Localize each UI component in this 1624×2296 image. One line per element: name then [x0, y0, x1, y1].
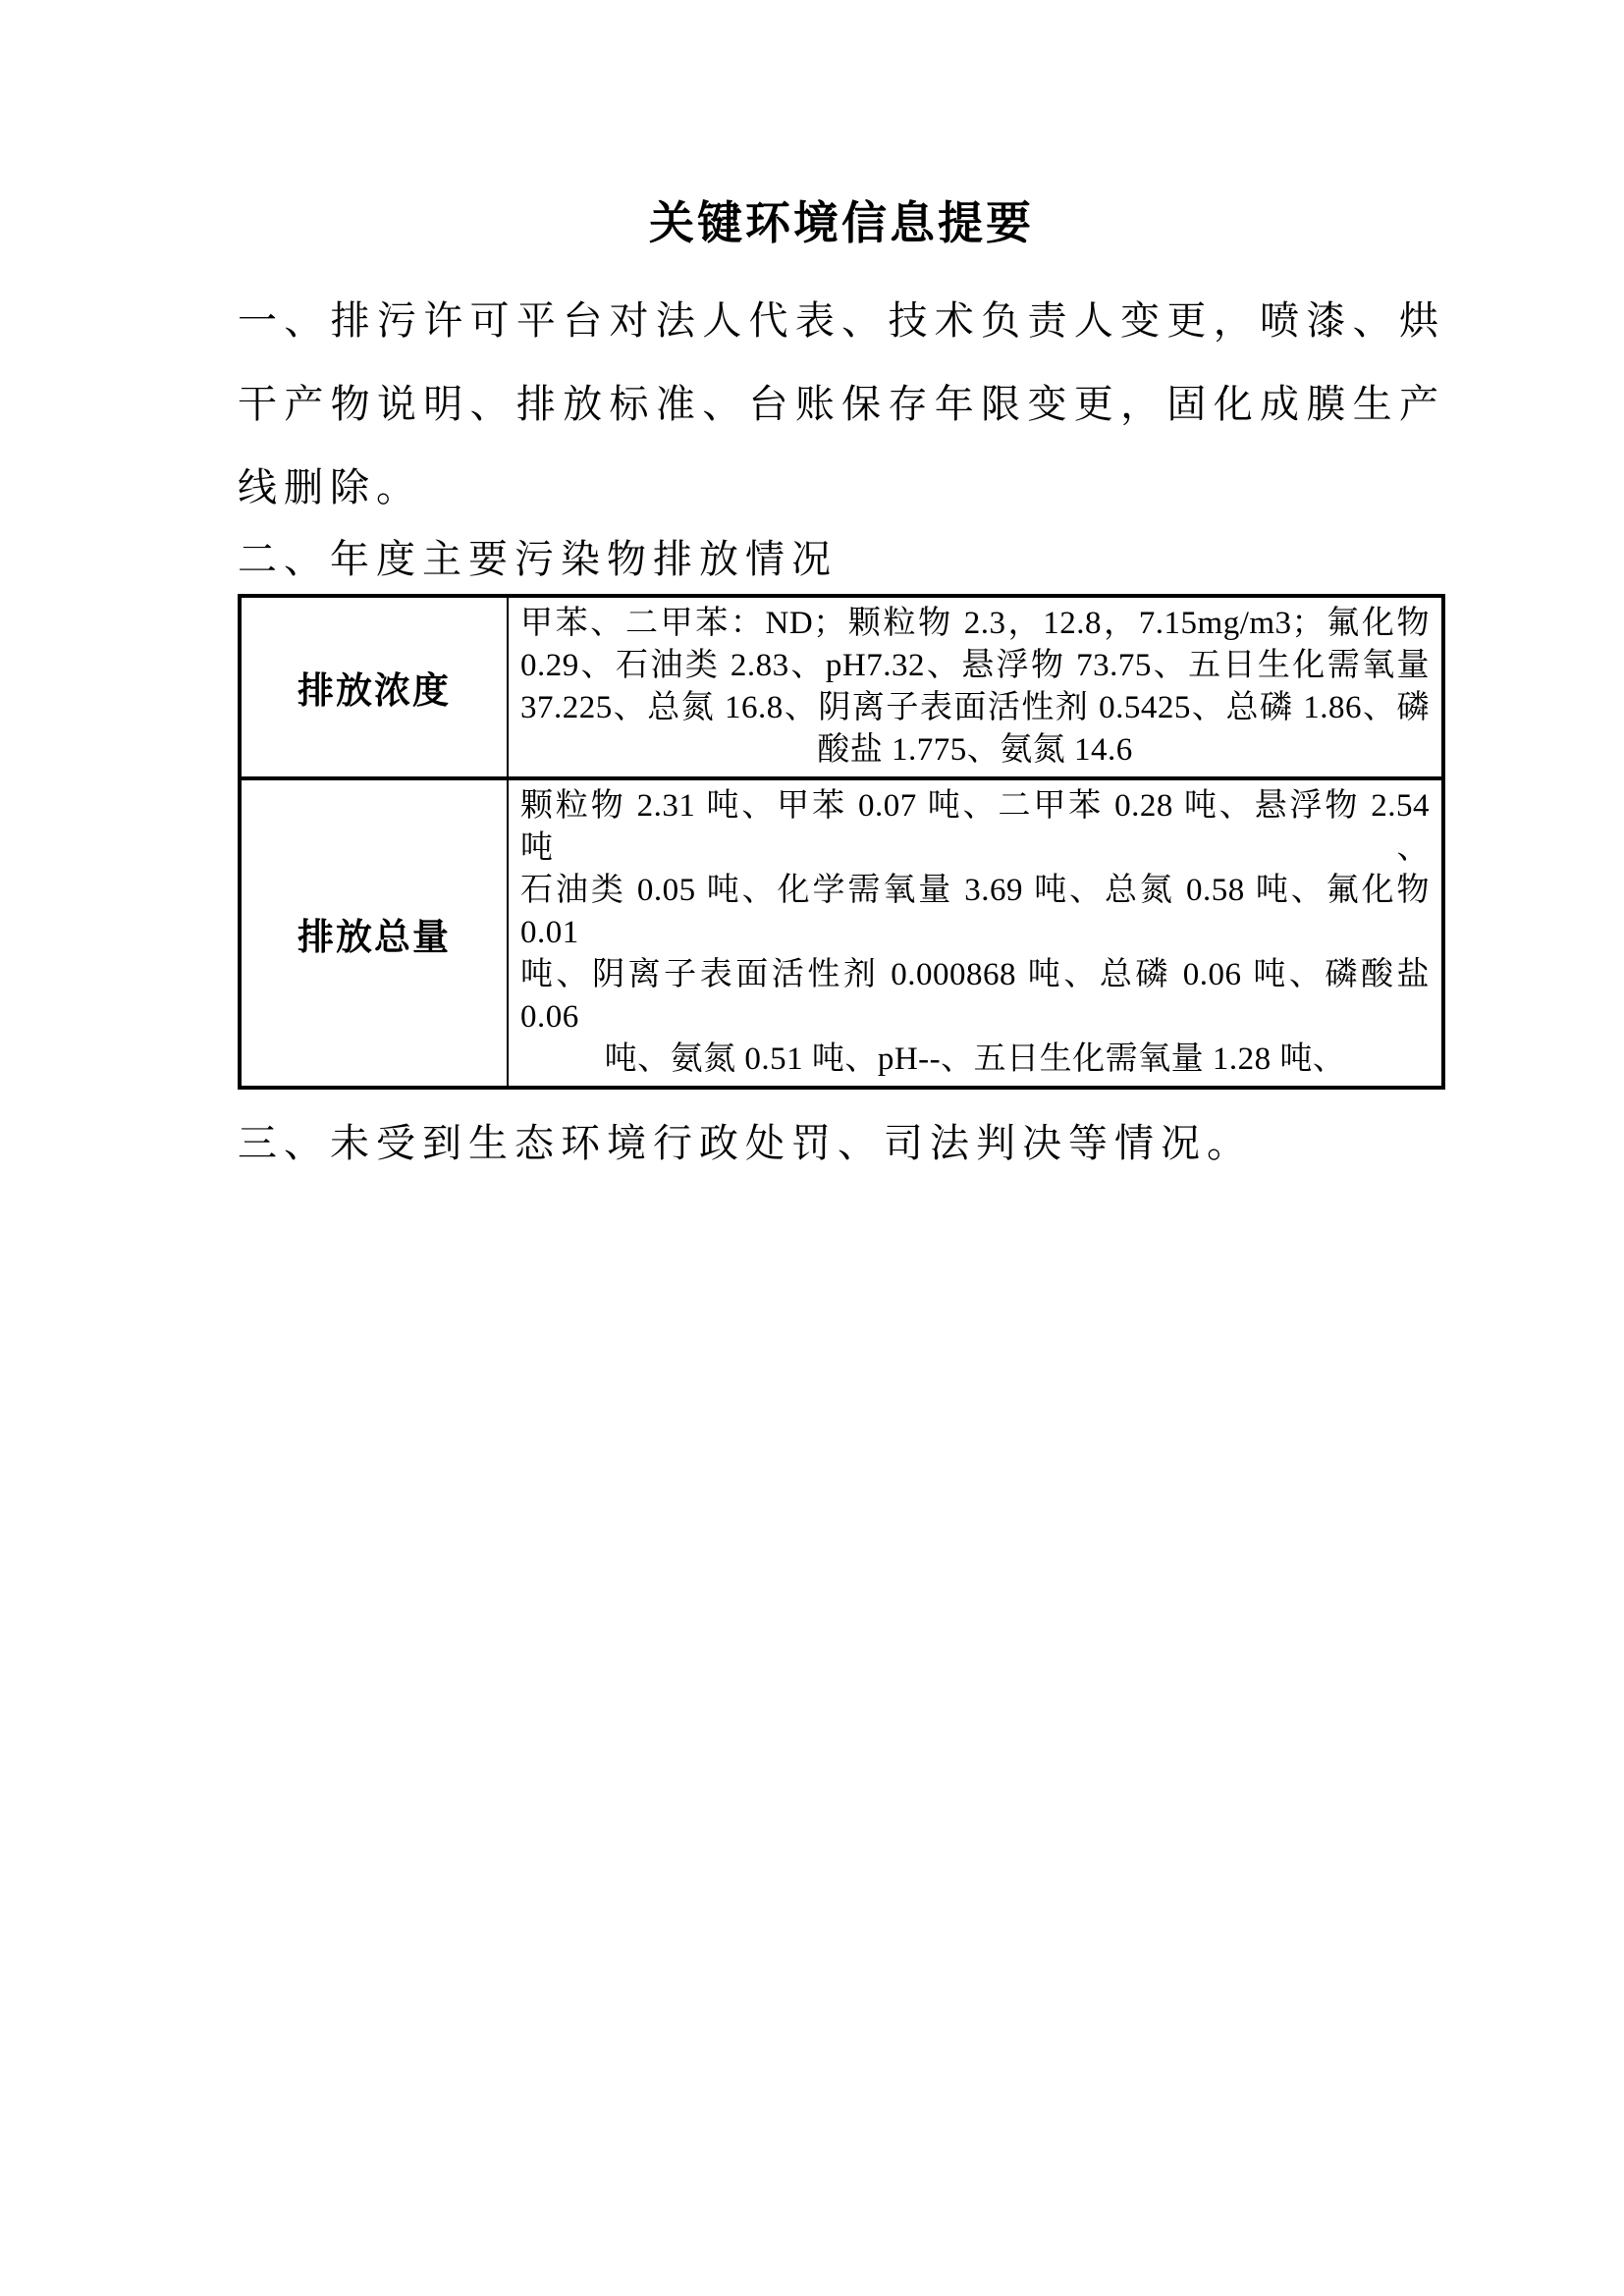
- row-content-emission-concentration: [508, 596, 1443, 778]
- section-3-heading: 三、未受到生态环境行政处罚、司法判决等情况。: [238, 1121, 1253, 1165]
- row-content-emission-total: [508, 778, 1443, 1088]
- total-line-3: 吨、阴离子表面活性剂 0.000868 吨、总磷 0.06 吨、磷酸盐 0.06: [520, 957, 1430, 1035]
- concentration-line-2: 0.29、石油类 2.83、pH7.32、悬浮物 73.75、五日生化需氧量: [520, 648, 1430, 683]
- row-label-emission-total: 排放总量: [240, 778, 508, 1088]
- total-line-1: 颗粒物 2.31 吨、甲苯 0.07 吨、二甲苯 0.28 吨、悬浮物 2.54 吨、: [520, 788, 1430, 866]
- total-line-4: 吨、氨氮 0.51 吨、pH--、五日生化需氧量 1.28 吨、: [604, 1041, 1346, 1077]
- row-label-emission-concentration: 排放浓度: [240, 596, 508, 778]
- table-row-emission-total: [240, 778, 1443, 1088]
- section-2-heading: 二、年度主要污染物排放情况: [238, 537, 838, 581]
- emissions-table: [238, 594, 1445, 1090]
- concentration-line-4: 酸盐 1.775、氨氮 14.6: [817, 732, 1133, 768]
- total-line-2: 石油类 0.05 吨、化学需氧量 3.69 吨、总氮 0.58 吨、氟化物 0.01: [520, 873, 1430, 950]
- concentration-line-3: 37.225、总氮 16.8、阴离子表面活性剂 0.5425、总磷 1.86、磷: [520, 690, 1430, 725]
- table-row-emission-concentration: [240, 596, 1443, 778]
- section-1-paragraph: 一、排污许可平台对法人代表、技术负责人变更，喷漆、烘干产物说明、排放标准、台账保存年限变更，固化成膜生产线删除。: [238, 298, 1445, 509]
- concentration-line-1: 甲苯、二甲苯：ND；颗粒物 2.3，12.8，7.15mg/m3；氟化物: [520, 606, 1430, 641]
- page-title: 关键环境信息提要: [649, 198, 1034, 248]
